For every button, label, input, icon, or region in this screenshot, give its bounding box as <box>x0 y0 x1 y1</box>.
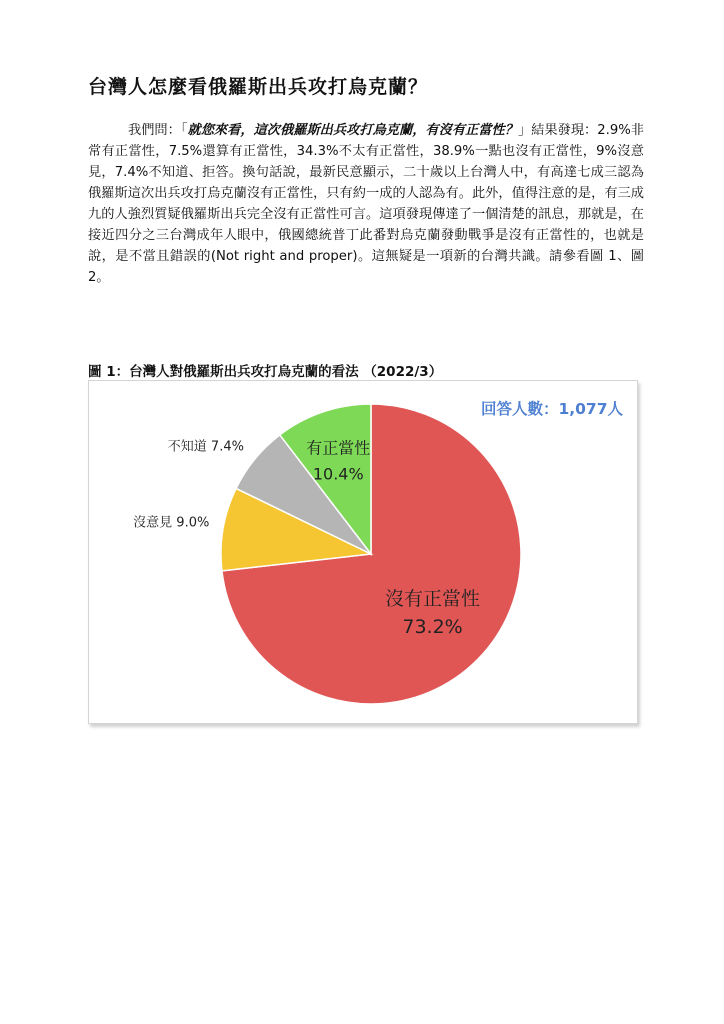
respondents-annotation: 回答人數：1,077人 <box>480 400 623 418</box>
paragraph-rest: 」結果發現：2.9%非常有正當性，7.5%還算有正當性，34.3%不太有正當性，38.9%一點也沒有正當性，9%沒意見，7.4%不知道、拒答。換句話說，最新民意顯示，二十歲以上台灣人中，有高達七成三認為俄羅斯這次出兵攻打烏克蘭沒有正當性，只有約一成的人認為有。此外，值得注意的是，有三成九的人強烈質疑俄羅斯出兵完全沒有正當性可言。這項發現傳達了一個清楚的訊息，那就是，在接近四分之三台灣成年人眼中，俄國總統普丁此番對烏克蘭發動戰爭是沒有正當性的，也就是說，是不當且錯誤的(Not right and proper)。這無疑是一項新的台灣共識。請參看圖 1、圖 2。 <box>88 123 644 285</box>
pie-chart-frame <box>88 380 638 724</box>
slice-outside-label <box>133 515 209 530</box>
pie-chart <box>89 381 639 725</box>
slice-label: 不知道 <box>167 439 207 455</box>
slice-value-label: 7.4% <box>206 439 244 455</box>
slice-value-label: 9.0% <box>172 515 210 531</box>
slice-outside-label <box>168 439 244 454</box>
slice-value-label: 73.2% <box>402 615 463 638</box>
slice-label: 有正當性 <box>306 438 371 458</box>
slice-value-label: 10.4% <box>312 464 364 484</box>
figure-caption: 圖 1：台灣人對俄羅斯出兵攻打烏克蘭的看法 （2022/3） <box>88 364 443 380</box>
body-paragraph <box>88 120 644 288</box>
paragraph-lead: 我們問：「 <box>128 123 188 138</box>
slice-label: 沒意見 <box>133 515 173 531</box>
quoted-question: 就您來看，這次俄羅斯出兵攻打烏克蘭，有沒有正當性？ <box>187 123 518 138</box>
page-title: 台灣人怎麼看俄羅斯出兵攻打烏克蘭？ <box>88 76 429 98</box>
slice-label: 沒有正當性 <box>385 587 481 610</box>
